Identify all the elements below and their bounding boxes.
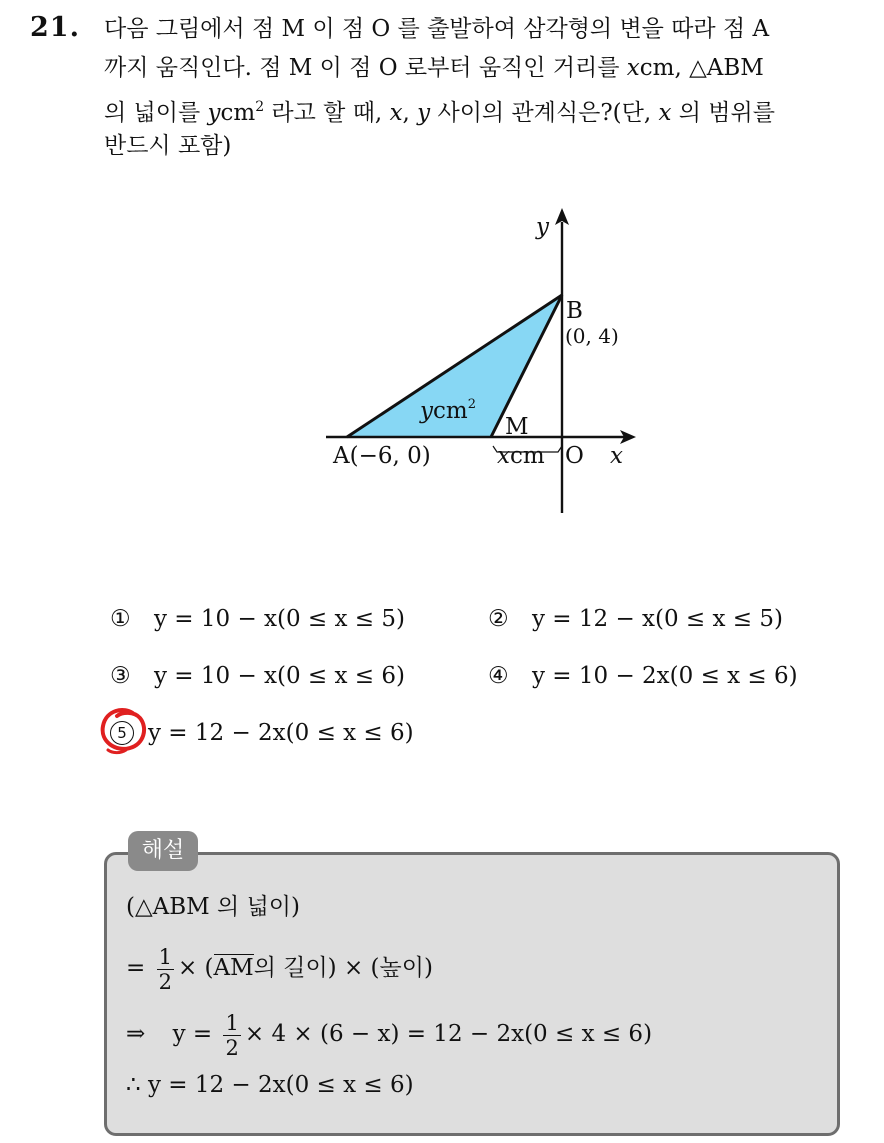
fraction-denominator: 2 xyxy=(158,969,172,994)
choice-number: ② xyxy=(488,606,509,632)
area-exponent: 2 xyxy=(467,397,476,412)
point-b-label: B xyxy=(566,298,583,324)
fraction-denominator: 2 xyxy=(225,1035,239,1060)
answer-circle-tail xyxy=(108,750,126,753)
implies-arrow: ⇒ xyxy=(126,1021,146,1047)
point-a-label: A(−6, 0) xyxy=(333,443,431,469)
answer-circle-stroke xyxy=(103,710,144,749)
solution-text: × 4 × (6 − x) = 12 − 2x(0 ≤ x ≤ 6) xyxy=(244,1021,653,1047)
question-line-4: 반드시 포함) xyxy=(104,133,232,159)
choice-2[interactable] xyxy=(488,602,783,636)
point-m-label: M xyxy=(505,414,529,440)
question-text: 사이의 관계식은?(단, xyxy=(430,100,659,126)
choice-formula: y = 10 − x(0 ≤ x ≤ 6) xyxy=(154,663,405,689)
choice-number-circled: 5 xyxy=(110,721,134,745)
answer-circle-mark xyxy=(98,704,152,756)
x-axis-label: x xyxy=(610,443,623,469)
question-text: 라고 할 때, xyxy=(264,100,390,126)
distance-variable-x: x xyxy=(497,443,510,469)
point-b-coordinate: (0, 4) xyxy=(565,324,619,348)
equals-sign: = xyxy=(126,955,146,981)
choice-formula: y = 10 − x(0 ≤ x ≤ 5) xyxy=(154,606,405,632)
solution-text: × ( xyxy=(177,955,214,981)
coordinate-figure xyxy=(0,0,884,560)
distance-unit: cm xyxy=(509,443,545,469)
solution-text: 의 길이) × (높이) xyxy=(253,955,433,981)
exponent: 2 xyxy=(255,99,265,115)
unit-cm: cm xyxy=(220,100,256,126)
question-text: , xyxy=(402,100,418,126)
variable-y: y xyxy=(417,100,431,126)
solution-tag: 해설 xyxy=(128,831,198,871)
distance-label xyxy=(497,443,545,469)
solution-line-1: (△ABM 의 넓이) xyxy=(126,894,300,920)
area-variable-y: y xyxy=(420,398,433,424)
choice-1[interactable] xyxy=(110,602,405,636)
fraction-numerator: 1 xyxy=(225,1010,239,1035)
segment-am: AM xyxy=(213,955,254,981)
origin-label: O xyxy=(565,443,584,469)
fraction-one-half xyxy=(157,945,174,994)
choice-4[interactable] xyxy=(488,659,798,693)
choice-number: ④ xyxy=(488,663,509,689)
choice-5[interactable] xyxy=(106,716,414,750)
question-number: 21. xyxy=(30,12,80,43)
area-unit: cm xyxy=(433,398,468,424)
question-line-1: 다음 그림에서 점 M 이 점 O 를 출발하여 삼각형의 변을 따라 점 A xyxy=(104,16,770,42)
choice-formula: y = 12 − 2x(0 ≤ x ≤ 6) xyxy=(148,720,414,746)
solution-line-2 xyxy=(126,938,433,998)
variable-x: x xyxy=(658,100,672,126)
fraction-numerator: 1 xyxy=(158,944,172,969)
variable-x: x xyxy=(626,55,640,81)
question-text: 까지 움직인다. 점 M 이 점 O 로부터 움직인 거리를 xyxy=(104,55,627,81)
choice-number: ① xyxy=(110,606,131,632)
question-text: 의 범위를 xyxy=(671,100,775,126)
choice-formula: y = 10 − 2x(0 ≤ x ≤ 6) xyxy=(532,663,798,689)
solution-line-3 xyxy=(126,1004,652,1064)
choice-3[interactable] xyxy=(110,659,405,693)
question-text: cm, △ABM xyxy=(639,55,764,81)
solution-text: y = xyxy=(172,1021,213,1047)
choice-formula: y = 12 − x(0 ≤ x ≤ 5) xyxy=(532,606,783,632)
solution-line-4: ∴ y = 12 − 2x(0 ≤ x ≤ 6) xyxy=(126,1072,414,1098)
y-axis-label: y xyxy=(536,214,549,240)
variable-y: y xyxy=(207,100,221,126)
question-text: 의 넓이를 xyxy=(104,100,208,126)
variable-x: x xyxy=(389,100,403,126)
area-label xyxy=(419,397,476,424)
fraction-one-half xyxy=(223,1011,240,1060)
choice-number: ③ xyxy=(110,663,131,689)
